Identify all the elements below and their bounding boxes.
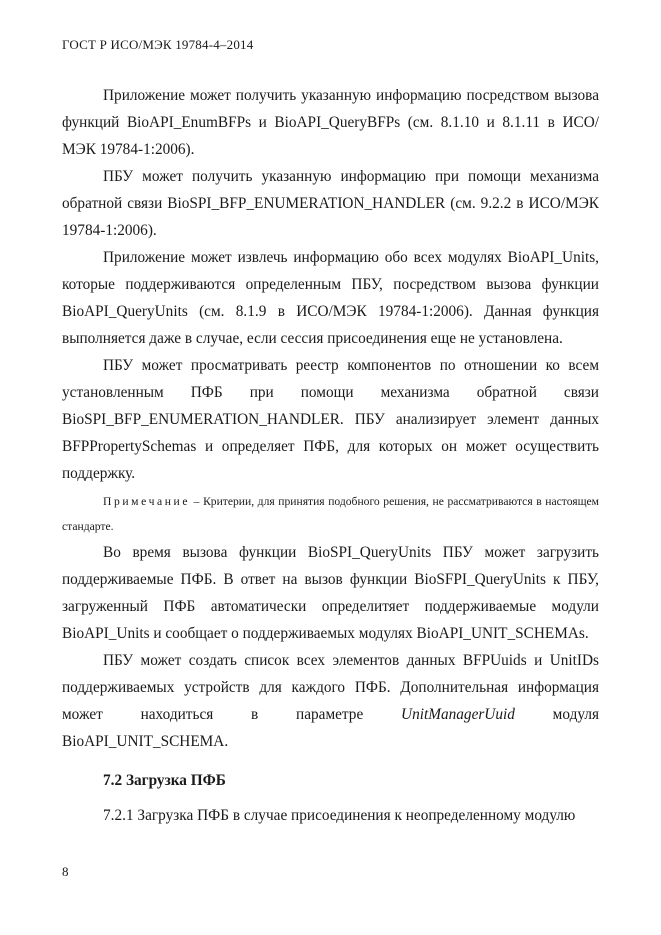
paragraph-text-after: модуля BioAPI_UNIT_SCHEMA. <box>62 706 599 750</box>
paragraph-component-registry: ПБУ может просматривать реестр компонентов по отношении ко всем установленным ПФБ при помощи механизма обратной связи BioSPI_BFP_ENUMERATION_HANDLER. ПБУ анализирует элемент данных BFPPropertySchemas и определяет ПФБ, для которых он может осуществить поддержку. <box>62 357 599 482</box>
document-body <box>62 82 599 829</box>
paragraph-enum-bfps: Приложение может получить указанную информацию посредством вызова функций BioAPI_EnumBFPs и BioAPI_QueryBFPs (см. 8.1.10 и 8.1.11 в ИСО/МЭК 19784-1:2006). <box>62 87 599 158</box>
paragraph-unit-manager-uuid <box>62 647 599 755</box>
note-text: Критерии, для принятия подобного решения, не рассматриваются в настоящем стандарте. <box>62 495 600 533</box>
parameter-name: UnitManagerUuid <box>401 706 515 723</box>
paragraph-query-units: Приложение может извлечь информацию обо всех модулях BioAPI_Units, которые поддерживаются определенным ПБУ, посредством вызова функции BioAPI_QueryUnits (см. 8.1.9 в ИСО/МЭК 19784-1:2006). Данная функция выполняется даже в случае, если сессия присоединения еще не установлена. <box>62 249 599 347</box>
subsection-first-line: 7.2.1 Загрузка ПФБ в случае присоединения к неопределенному модулю <box>103 807 576 824</box>
note-dash: – <box>190 495 204 508</box>
page-number: 8 <box>62 864 69 879</box>
note <box>62 489 599 539</box>
section-heading: 7.2 Загрузка ПФБ <box>103 772 226 789</box>
paragraph-enumeration-handler: ПБУ может получить указанную информацию при помощи механизма обратной связи BioSPI_BFP_ENUMERATION_HANDLER (см. 9.2.2 в ИСО/МЭК 19784-1:2006). <box>62 168 599 239</box>
paragraph-text-before: ПБУ может создать список всех элементов данных BFPUuids и UnitIDs поддерживаемых устройств для каждого ПФБ. Дополнительная информация может находиться в параметре <box>62 652 599 723</box>
document-header: ГОСТ Р ИСО/МЭК 19784-4–2014 <box>62 37 254 52</box>
note-label: Примечание <box>103 495 191 508</box>
paragraph-load-bfps: Во время вызова функции BioSPI_QueryUnits ПБУ может загрузить поддерживаемые ПФБ. В ответ на вызов функции BioSFPI_QueryUnits к ПБУ, загруженный ПФБ автоматически определитяет поддерживаемые модули BioAPI_Units и сообщает о поддерживаемых модулях BioAPI_UNIT_SCHEMAs. <box>62 544 599 642</box>
